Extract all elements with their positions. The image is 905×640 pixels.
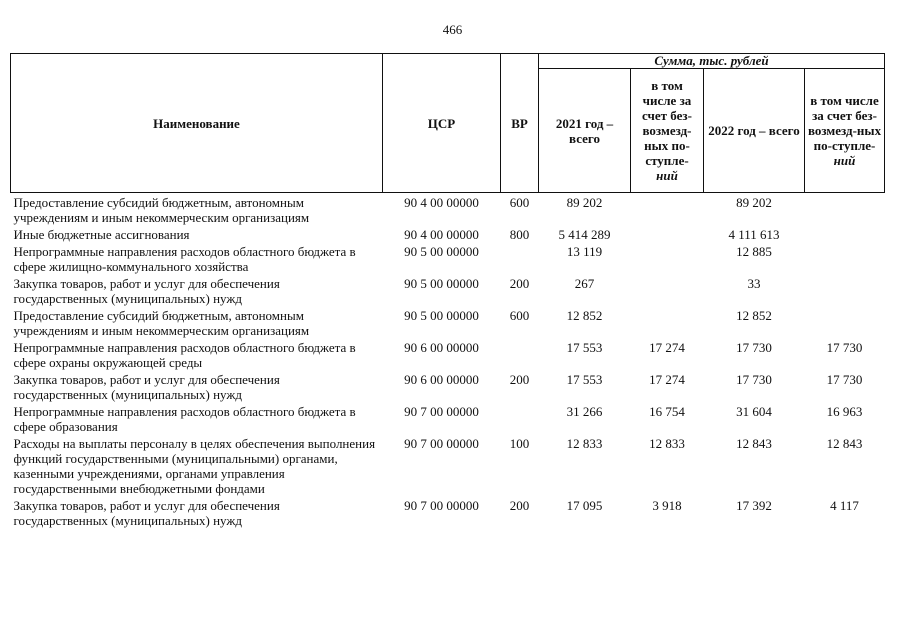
row-vr: 200 <box>509 498 530 513</box>
row-2022-free <box>805 244 885 276</box>
row-2021-free <box>631 276 704 308</box>
row-csr: 90 7 00 00000 <box>404 436 479 451</box>
table-row <box>11 372 885 404</box>
row-2022-total: 12 885 <box>736 244 772 259</box>
header-2022-free-tail: ний <box>833 153 856 168</box>
header-2022-free <box>805 69 885 193</box>
table-body <box>11 193 885 531</box>
row-2021-total: 13 119 <box>566 244 603 259</box>
row-2021-free <box>631 244 704 276</box>
row-2022-free: 17 730 <box>826 372 863 387</box>
row-csr: 90 7 00 00000 <box>404 404 479 419</box>
row-2022-total: 17 730 <box>736 372 772 387</box>
header-2021-free <box>631 69 704 193</box>
row-2022-free: 12 843 <box>826 436 863 451</box>
row-csr: 90 6 00 00000 <box>404 372 479 387</box>
row-name: Непрограммные направления расходов областного бюджета в сфере жилищно-коммунального хозяйства <box>13 244 356 274</box>
row-csr: 90 5 00 00000 <box>404 244 479 259</box>
row-name: Закупка товаров, работ и услуг для обеспечения государственных (муниципальных) нужд <box>13 276 280 306</box>
row-csr: 90 4 00 00000 <box>404 227 479 242</box>
row-vr: 100 <box>509 436 530 451</box>
row-2021-total: 17 095 <box>566 498 603 513</box>
row-2022-total: 17 730 <box>736 340 772 355</box>
table-row <box>11 244 885 276</box>
row-2021-total: 89 202 <box>566 195 603 210</box>
row-name: Предоставление субсидий бюджетным, автономным учреждениям и иным некоммерческим организациям <box>13 195 310 225</box>
row-2022-free: 17 730 <box>826 340 863 355</box>
row-2022-free <box>805 193 885 228</box>
header-vr: ВР <box>501 54 539 193</box>
row-name: Непрограммные направления расходов областного бюджета в сфере образования <box>13 404 356 434</box>
row-2021-free: 3 918 <box>652 498 682 513</box>
row-2021-free: 17 274 <box>649 340 685 355</box>
header-2022-total: 2022 год – всего <box>704 69 805 193</box>
row-2022-free: 16 963 <box>826 404 863 419</box>
row-name: Непрограммные направления расходов областного бюджета в сфере охраны окружающей среды <box>13 340 356 370</box>
row-2022-total: 31 604 <box>736 404 772 419</box>
row-csr: 90 6 00 00000 <box>404 340 479 355</box>
header-2022-free-text: в том числе за счет без-возмезд-ных по-ступле- <box>807 93 882 153</box>
row-2022-total: 4 111 613 <box>728 227 780 242</box>
table-row <box>11 340 885 372</box>
header-2021-free-tail: ний <box>656 168 678 183</box>
row-2021-free <box>631 308 704 340</box>
row-2022-total: 17 392 <box>736 498 772 513</box>
table-row <box>11 276 885 308</box>
row-2021-free <box>631 227 704 244</box>
header-2021-free-text: в том числе за счет без-возмезд-ных по-ступле- <box>642 78 692 168</box>
table-row <box>11 308 885 340</box>
row-2022-free <box>805 276 885 308</box>
row-name: Предоставление субсидий бюджетным, автономным учреждениям и иным некоммерческим организациям <box>13 308 310 338</box>
row-2022-total: 33 <box>747 276 761 291</box>
row-csr: 90 5 00 00000 <box>404 308 479 323</box>
header-csr: ЦСР <box>383 54 501 193</box>
table-row <box>11 436 885 498</box>
row-2021-free <box>631 193 704 228</box>
table-row <box>11 193 885 228</box>
row-vr: 600 <box>509 195 530 210</box>
row-name: Иные бюджетные ассигнования <box>13 227 190 242</box>
row-2022-total: 12 852 <box>736 308 772 323</box>
row-2022-free: 4 117 <box>830 498 859 513</box>
row-vr <box>501 244 539 276</box>
table-row <box>11 404 885 436</box>
row-vr: 600 <box>509 308 530 323</box>
budget-table <box>10 53 885 530</box>
row-2021-total: 31 266 <box>566 404 603 419</box>
row-2022-total: 89 202 <box>736 195 772 210</box>
row-2021-free: 12 833 <box>649 436 685 451</box>
row-vr: 200 <box>509 276 530 291</box>
row-2021-total: 12 852 <box>566 308 603 323</box>
row-csr: 90 4 00 00000 <box>404 195 479 210</box>
row-2021-total: 17 553 <box>566 372 603 387</box>
row-csr: 90 7 00 00000 <box>404 498 479 513</box>
row-2022-free <box>805 308 885 340</box>
row-2022-total: 12 843 <box>736 436 772 451</box>
row-vr: 200 <box>509 372 530 387</box>
header-2021-total: 2021 год – всего <box>539 69 631 193</box>
row-2021-free: 16 754 <box>649 404 685 419</box>
row-name: Закупка товаров, работ и услуг для обеспечения государственных (муниципальных) нужд <box>13 372 280 402</box>
row-vr <box>501 340 539 372</box>
row-2022-free <box>805 227 885 244</box>
row-csr: 90 5 00 00000 <box>404 276 479 291</box>
row-2021-total: 5 414 289 <box>558 227 611 242</box>
row-name: Расходы на выплаты персоналу в целях обеспечения выполнения функций государственными (муниципальными) органами, казенными учреждениями, органами управления государственными внебюджетными фондами <box>13 436 376 496</box>
header-sum-group: Сумма, тыс. рублей <box>539 54 885 69</box>
header-name: Наименование <box>11 54 383 193</box>
row-2021-total: 267 <box>574 276 595 291</box>
row-name: Закупка товаров, работ и услуг для обеспечения государственных (муниципальных) нужд <box>13 498 280 528</box>
table-row <box>11 498 885 530</box>
row-vr: 800 <box>509 227 530 242</box>
table-row <box>11 227 885 244</box>
row-vr <box>501 404 539 436</box>
page-number: 466 <box>442 22 463 37</box>
table-header <box>11 54 885 193</box>
row-2021-total: 12 833 <box>566 436 603 451</box>
row-2021-total: 17 553 <box>566 340 603 355</box>
row-2021-free: 17 274 <box>649 372 685 387</box>
